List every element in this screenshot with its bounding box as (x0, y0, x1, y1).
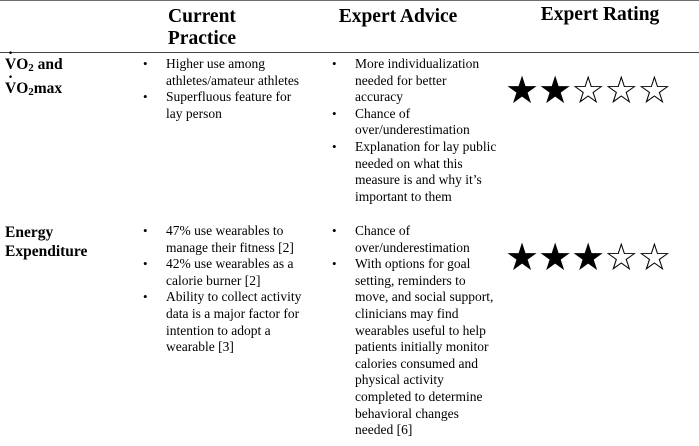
list-item: • Superfluous feature for lay person (143, 89, 292, 121)
row2-expert-advice-list (332, 223, 500, 439)
empty-star-icon: ☆ (637, 68, 671, 112)
filled-star-icon: ★ (538, 68, 572, 112)
header-expert-rating: Expert Rating (540, 4, 660, 25)
list-item: • Ability to collect activity data is a major factor for intention to adopt a wearable [3] (143, 289, 302, 355)
list-item: • More individualization needed for better accuracy (332, 56, 480, 105)
table-top-rule (0, 0, 699, 1)
filled-star-icon: ★ (505, 235, 539, 279)
header-expert-advice: Expert Advice (338, 6, 458, 27)
bullet-icon: • (332, 256, 337, 272)
bullet-icon: • (332, 223, 337, 238)
row-label-energy-expenditure: Energy Expenditure (5, 224, 88, 260)
row1-rating-stars (505, 70, 670, 110)
list-item: • Explanation for lay public needed on what this measure is and why it’s important to them (332, 138, 497, 204)
bullet-icon: • (332, 56, 337, 71)
row2-rating-stars (505, 237, 670, 277)
bullet-icon: • (143, 89, 148, 105)
list-item: • Chance of over/underestimation (332, 105, 470, 138)
dot-accent: · V (5, 55, 16, 74)
bullet-icon: • (332, 138, 337, 154)
header-rule (0, 52, 699, 53)
list-item: • Chance of over/underestimation (332, 223, 470, 255)
empty-star-icon: ☆ (571, 68, 605, 112)
bullet-icon: • (143, 289, 148, 305)
row1-expert-advice-list (332, 56, 497, 205)
list-item: • 47% use wearables to manage their fitness [2] (143, 223, 294, 255)
empty-star-icon: ☆ (604, 68, 638, 112)
filled-star-icon: ★ (505, 68, 539, 112)
bullet-icon: • (332, 105, 337, 121)
row2-current-practice-list (143, 223, 314, 356)
empty-star-icon: ☆ (637, 235, 671, 279)
list-item: • With options for goal setting, reminders to move, and social support, clinicians may find wearables useful to help patients initially monitor calories consumed and physical activity completed to determine behavioral changes needed [6] (332, 256, 494, 438)
bullet-icon: • (143, 56, 148, 71)
filled-star-icon: ★ (571, 235, 605, 279)
row-label-vo2: · $VO_2$ and · $VO_2\max$ (5, 55, 63, 102)
bullet-icon: • (143, 256, 148, 272)
list-item: • 42% use wearables as a calorie burner [2] (143, 256, 294, 288)
bullet-icon: • (143, 223, 148, 238)
header-current-practice: Current Practice (167, 6, 237, 49)
dot-accent: · V (5, 79, 16, 98)
row1-current-practice-list (143, 56, 308, 122)
filled-star-icon: ★ (538, 235, 572, 279)
list-item: • Higher use among athletes/amateur athletes (143, 56, 300, 88)
empty-star-icon: ☆ (604, 235, 638, 279)
